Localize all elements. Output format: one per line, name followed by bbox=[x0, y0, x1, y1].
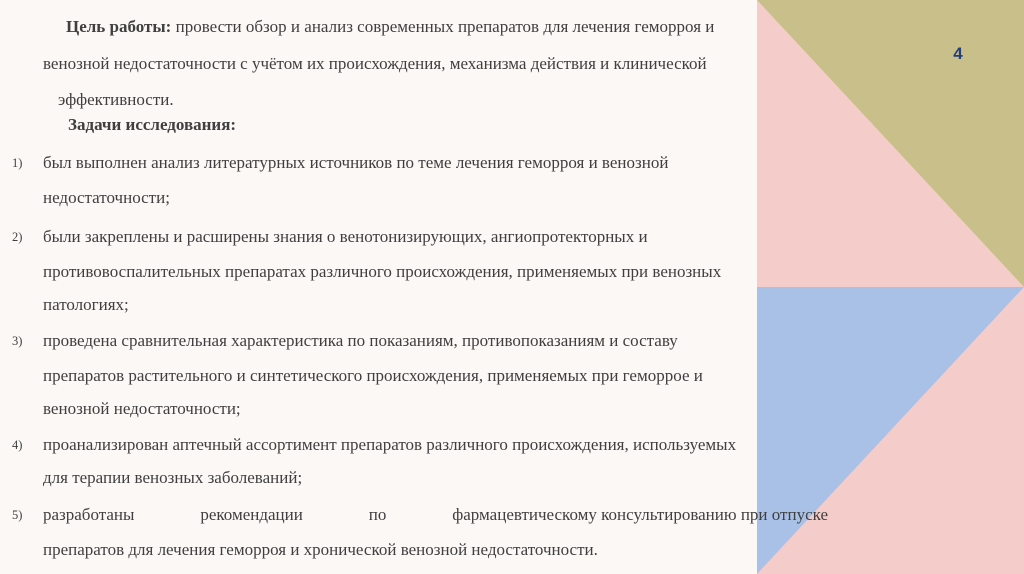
task-2-line-1: были закреплены и расширены знания о венотонизирующих, ангиопротекторных и bbox=[43, 227, 648, 246]
task-number-5: 5) bbox=[12, 508, 23, 522]
task-4-line-1: проанализирован аптечный ассортимент препаратов различного происхождения, используемых bbox=[43, 435, 737, 454]
task-2-line-2: противовоспалительных препаратах различного происхождения, применяемых при венозных bbox=[43, 262, 722, 281]
slide-number: 4 bbox=[953, 44, 963, 63]
task-number-3: 3) bbox=[12, 334, 23, 348]
task-4-line-2: для терапии венозных заболеваний; bbox=[43, 468, 303, 487]
task-1-line-1: был выполнен анализ литературных источников по теме лечения геморроя и венозной bbox=[43, 153, 669, 172]
goal-line-2: венозной недостаточности с учётом их происхождения, механизма действия и клинической bbox=[43, 54, 707, 73]
task-3-line-2: препаратов растительного и синтетического происхождения, применяемых при геморрое и bbox=[43, 366, 703, 385]
task-5-word: рекомендации bbox=[200, 505, 303, 524]
task-5-line-2: препаратов для лечения геморроя и хронической венозной недостаточности. bbox=[43, 540, 598, 559]
goal-line-1 bbox=[66, 14, 714, 40]
task-1-line-2: недостаточности; bbox=[43, 188, 170, 207]
task-number-1: 1) bbox=[12, 156, 23, 170]
goal-text-1: провести обзор и анализ современных препаратов для лечения геморроя и bbox=[175, 17, 715, 36]
task-2-line-3: патологиях; bbox=[43, 295, 129, 314]
task-5-word: фармацевтическому консультированию при отпуске bbox=[452, 505, 828, 524]
task-number-4: 4) bbox=[12, 438, 23, 452]
task-3-line-1: проведена сравнительная характеристика по показаниям, противопоказаниям и составу bbox=[43, 331, 678, 350]
goal-line-3: эффективности. bbox=[58, 90, 174, 109]
task-5-word: разработаны bbox=[43, 505, 135, 524]
task-3-line-3: венозной недостаточности; bbox=[43, 399, 241, 418]
goal-label: Цель работы: bbox=[66, 17, 172, 36]
task-number-2: 2) bbox=[12, 230, 23, 244]
task-5-line-1 bbox=[43, 502, 828, 528]
task-5-word: по bbox=[368, 505, 387, 524]
tasks-heading: Задачи исследования: bbox=[68, 115, 237, 134]
